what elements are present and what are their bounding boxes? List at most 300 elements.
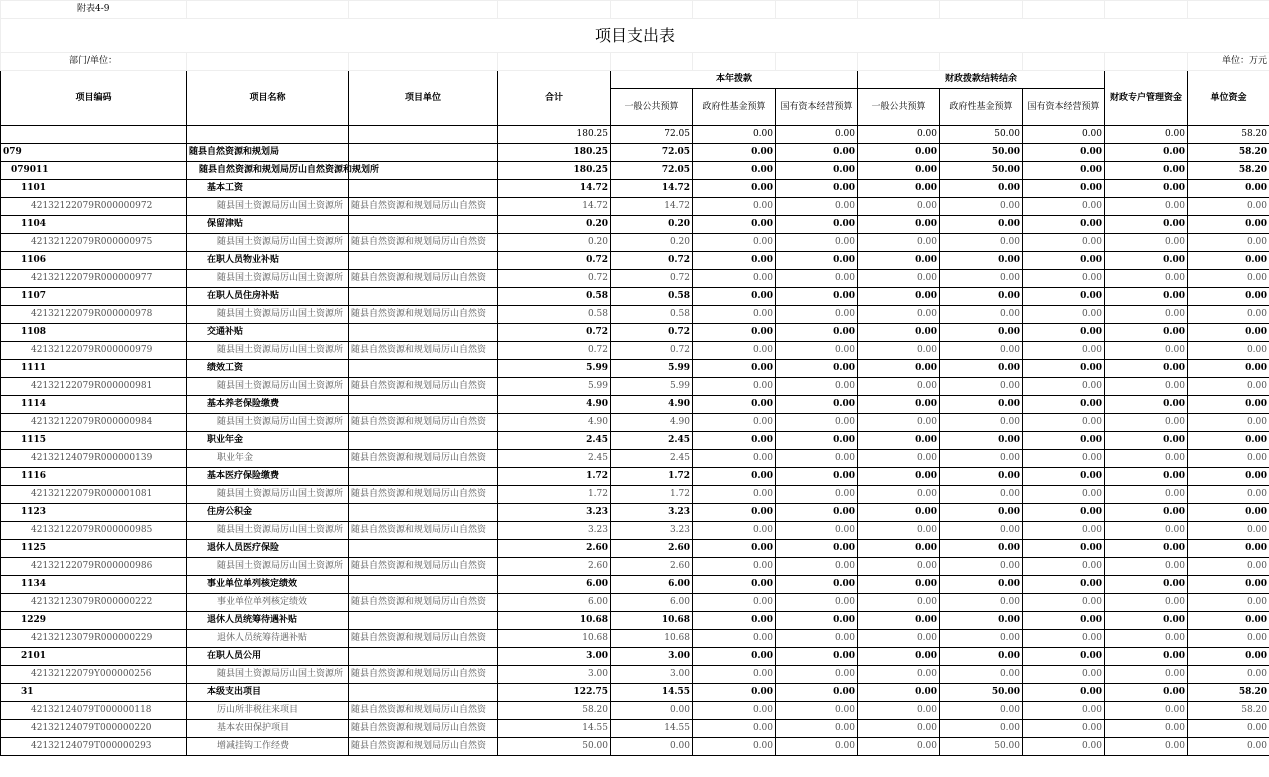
cell-amount: 0.00 xyxy=(940,576,1023,594)
cell-amount: 0.00 xyxy=(1105,270,1188,288)
cell-amount: 0.00 xyxy=(940,630,1023,648)
cell-project-code: 1114 xyxy=(1,396,187,414)
header-sub-carry-state-capital: 国有资本经营预算 xyxy=(1023,89,1105,126)
table-row xyxy=(1,738,1269,756)
cell-amount: 10.68 xyxy=(611,630,693,648)
cell-amount: 0.00 xyxy=(776,648,858,666)
cell-amount: 0.00 xyxy=(858,414,940,432)
table-row xyxy=(1,414,1269,432)
cell-amount: 0.00 xyxy=(1105,684,1188,702)
table-row xyxy=(1,684,1269,702)
cell-amount: 0.00 xyxy=(940,450,1023,468)
cell-amount: 1.72 xyxy=(611,468,693,486)
cell-amount: 0.00 xyxy=(1188,342,1269,360)
cell-amount: 0.00 xyxy=(776,522,858,540)
cell-project-unit xyxy=(349,126,498,144)
cell-amount: 0.00 xyxy=(776,234,858,252)
cell-amount: 0.00 xyxy=(776,450,858,468)
cell-amount: 0.00 xyxy=(693,234,776,252)
cell-project-code: 42132122079R000000985 xyxy=(1,522,187,540)
table-row xyxy=(1,702,1269,720)
cell-amount: 0.00 xyxy=(693,126,776,144)
cell-amount: 0.00 xyxy=(776,558,858,576)
cell-amount: 0.00 xyxy=(1188,720,1269,738)
cell-amount: 180.25 xyxy=(498,144,611,162)
cell-amount: 0.00 xyxy=(1023,180,1105,198)
header-current-year-group: 本年拨款 xyxy=(611,71,858,89)
cell-amount: 0.20 xyxy=(611,216,693,234)
cell-amount: 0.00 xyxy=(1188,558,1269,576)
cell-amount: 0.00 xyxy=(693,270,776,288)
cell-amount: 0.00 xyxy=(776,612,858,630)
cell-project-name: 随县国土资源局厉山国土资源所 xyxy=(187,198,349,216)
table-row xyxy=(1,234,1269,252)
cell-project-name: 住房公积金 xyxy=(187,504,349,522)
cell-amount: 180.25 xyxy=(498,162,611,180)
header-unit: 项目单位 xyxy=(349,71,498,126)
cell-amount: 0.00 xyxy=(776,126,858,144)
cell-amount: 2.60 xyxy=(498,540,611,558)
cell-amount: 0.00 xyxy=(693,540,776,558)
cell-project-name: 随县国土资源局厉山国土资源所 xyxy=(187,558,349,576)
cell-amount: 3.23 xyxy=(611,504,693,522)
cell-amount: 0.00 xyxy=(940,720,1023,738)
cell-project-unit: 随县自然资源和规划局厉山自然资 xyxy=(349,522,498,540)
table-row xyxy=(1,558,1269,576)
cell-amount: 0.00 xyxy=(1105,450,1188,468)
cell-amount: 122.75 xyxy=(498,684,611,702)
cell-project-code: 42132122079R000000972 xyxy=(1,198,187,216)
cell-amount: 0.00 xyxy=(1105,162,1188,180)
cell-amount: 0.00 xyxy=(940,486,1023,504)
cell-amount: 0.00 xyxy=(693,378,776,396)
cell-project-unit xyxy=(349,540,498,558)
table-row xyxy=(1,504,1269,522)
cell-amount: 0.00 xyxy=(1188,576,1269,594)
cell-amount: 4.90 xyxy=(611,414,693,432)
cell-project-unit: 随县自然资源和规划局厉山自然资 xyxy=(349,702,498,720)
cell-amount: 0.00 xyxy=(776,720,858,738)
cell-amount: 3.00 xyxy=(498,648,611,666)
cell-amount: 0.00 xyxy=(940,414,1023,432)
cell-amount: 0.00 xyxy=(1105,504,1188,522)
cell-amount: 5.99 xyxy=(498,378,611,396)
cell-amount: 0.00 xyxy=(858,396,940,414)
table-row xyxy=(1,180,1269,198)
cell-amount: 0.00 xyxy=(858,126,940,144)
cell-amount: 0.00 xyxy=(858,720,940,738)
cell-amount: 0.00 xyxy=(940,324,1023,342)
cell-amount: 6.00 xyxy=(611,594,693,612)
cell-amount: 0.00 xyxy=(858,684,940,702)
cell-amount: 0.00 xyxy=(858,378,940,396)
table-row xyxy=(1,378,1269,396)
table-row xyxy=(1,486,1269,504)
cell-amount: 0.00 xyxy=(858,288,940,306)
cell-amount: 0.00 xyxy=(940,648,1023,666)
cell-amount: 4.90 xyxy=(498,414,611,432)
cell-amount: 0.72 xyxy=(498,252,611,270)
table-row xyxy=(1,396,1269,414)
cell-amount: 0.00 xyxy=(776,270,858,288)
cell-amount: 0.00 xyxy=(776,630,858,648)
cell-amount: 0.00 xyxy=(940,234,1023,252)
cell-amount: 0.00 xyxy=(1188,288,1269,306)
cell-amount: 0.00 xyxy=(693,486,776,504)
cell-project-name: 在职人员住房补贴 xyxy=(187,288,349,306)
cell-amount: 0.00 xyxy=(776,324,858,342)
cell-amount: 0.58 xyxy=(498,306,611,324)
cell-project-name: 基本农田保护项目 xyxy=(187,720,349,738)
table-row xyxy=(1,360,1269,378)
cell-amount: 0.00 xyxy=(1105,486,1188,504)
cell-amount: 0.00 xyxy=(1105,288,1188,306)
cell-amount: 4.90 xyxy=(611,396,693,414)
cell-amount: 0.00 xyxy=(940,306,1023,324)
cell-amount: 0.00 xyxy=(940,432,1023,450)
cell-amount: 3.00 xyxy=(498,666,611,684)
cell-amount: 0.00 xyxy=(693,522,776,540)
cell-amount: 0.00 xyxy=(1188,450,1269,468)
cell-project-name: 随县国土资源局厉山国土资源所 xyxy=(187,234,349,252)
table-row xyxy=(1,342,1269,360)
cell-amount: 0.20 xyxy=(498,216,611,234)
header-sub-state-capital: 国有资本经营预算 xyxy=(776,89,858,126)
cell-project-unit xyxy=(349,504,498,522)
cell-amount: 2.60 xyxy=(498,558,611,576)
cell-project-unit: 随县自然资源和规划局厉山自然资 xyxy=(349,414,498,432)
cell-amount: 0.00 xyxy=(1105,432,1188,450)
cell-amount: 0.00 xyxy=(940,198,1023,216)
cell-amount: 0.00 xyxy=(693,144,776,162)
cell-amount: 0.00 xyxy=(1023,450,1105,468)
cell-amount: 0.00 xyxy=(1023,234,1105,252)
cell-amount: 0.00 xyxy=(1188,630,1269,648)
cell-amount: 2.45 xyxy=(498,450,611,468)
header-sub-gov-fund: 政府性基金预算 xyxy=(693,89,776,126)
cell-amount: 0.00 xyxy=(858,702,940,720)
cell-amount: 0.00 xyxy=(1105,378,1188,396)
cell-project-code: 42132122079Y000000256 xyxy=(1,666,187,684)
cell-amount: 0.00 xyxy=(858,342,940,360)
table-row xyxy=(1,288,1269,306)
cell-project-unit: 随县自然资源和规划局厉山自然资 xyxy=(349,342,498,360)
cell-amount: 0.00 xyxy=(1023,162,1105,180)
cell-project-unit xyxy=(349,216,498,234)
cell-amount: 0.00 xyxy=(858,144,940,162)
cell-amount: 0.00 xyxy=(1188,396,1269,414)
cell-amount: 0.00 xyxy=(776,738,858,756)
cell-project-name: 基本医疗保险缴费 xyxy=(187,468,349,486)
cell-amount: 0.00 xyxy=(1105,342,1188,360)
cell-amount: 0.00 xyxy=(1105,144,1188,162)
cell-amount: 0.00 xyxy=(1023,648,1105,666)
cell-amount: 0.00 xyxy=(1105,180,1188,198)
cell-amount: 0.00 xyxy=(1105,252,1188,270)
header-total: 合计 xyxy=(498,71,611,126)
cell-project-unit: 随县自然资源和规划局厉山自然资 xyxy=(349,630,498,648)
cell-amount: 0.00 xyxy=(940,612,1023,630)
cell-amount: 0.00 xyxy=(693,162,776,180)
cell-amount: 0.00 xyxy=(858,162,940,180)
cell-project-name: 随县国土资源局厉山国土资源所 xyxy=(187,270,349,288)
cell-amount: 0.00 xyxy=(1105,558,1188,576)
cell-amount: 0.00 xyxy=(940,396,1023,414)
cell-amount: 0.00 xyxy=(776,162,858,180)
cell-project-unit: 随县自然资源和规划局厉山自然资 xyxy=(349,558,498,576)
table-row xyxy=(1,612,1269,630)
cell-project-code: 1134 xyxy=(1,576,187,594)
cell-amount: 50.00 xyxy=(940,738,1023,756)
cell-project-code: 42132122079R000000981 xyxy=(1,378,187,396)
cell-amount: 0.00 xyxy=(1105,612,1188,630)
cell-amount: 0.00 xyxy=(1105,414,1188,432)
cell-amount: 0.00 xyxy=(1188,522,1269,540)
cell-project-code: 42132124079R000000139 xyxy=(1,450,187,468)
cell-amount: 0.00 xyxy=(1188,738,1269,756)
cell-project-code: 42132124079T000000118 xyxy=(1,702,187,720)
cell-amount: 0.00 xyxy=(1023,504,1105,522)
cell-amount: 0.00 xyxy=(858,522,940,540)
cell-amount: 0.00 xyxy=(940,378,1023,396)
cell-amount: 0.00 xyxy=(1023,270,1105,288)
cell-amount: 0.00 xyxy=(693,414,776,432)
cell-project-code: 42132122079R000000977 xyxy=(1,270,187,288)
cell-amount: 0.00 xyxy=(1188,324,1269,342)
cell-project-unit xyxy=(349,324,498,342)
cell-project-unit: 随县自然资源和规划局厉山自然资 xyxy=(349,720,498,738)
table-row xyxy=(1,126,1269,144)
cell-amount: 0.00 xyxy=(776,144,858,162)
cell-amount: 0.00 xyxy=(1023,378,1105,396)
cell-amount: 0.00 xyxy=(858,576,940,594)
table-row xyxy=(1,432,1269,450)
cell-project-unit xyxy=(349,288,498,306)
cell-amount: 0.00 xyxy=(776,216,858,234)
cell-amount: 58.20 xyxy=(1188,684,1269,702)
cell-amount: 50.00 xyxy=(498,738,611,756)
cell-amount: 0.00 xyxy=(693,684,776,702)
cell-amount: 0.00 xyxy=(940,270,1023,288)
cell-project-unit xyxy=(349,684,498,702)
cell-amount: 0.00 xyxy=(776,342,858,360)
cell-amount: 0.00 xyxy=(1188,252,1269,270)
cell-amount: 0.00 xyxy=(776,180,858,198)
cell-amount: 0.00 xyxy=(1023,144,1105,162)
cell-amount: 0.00 xyxy=(858,558,940,576)
cell-amount: 0.00 xyxy=(940,468,1023,486)
cell-project-unit xyxy=(349,468,498,486)
cell-project-code: 42132123079R000000229 xyxy=(1,630,187,648)
cell-amount: 0.00 xyxy=(776,414,858,432)
cell-project-name: 事业单位单列核定绩效 xyxy=(187,594,349,612)
cell-amount: 0.00 xyxy=(858,324,940,342)
cell-project-name: 随县自然资源和规划局 xyxy=(187,144,349,162)
cell-amount: 0.00 xyxy=(1105,198,1188,216)
cell-project-code xyxy=(1,126,187,144)
cell-project-code: 1106 xyxy=(1,252,187,270)
cell-project-code: 079011 xyxy=(1,162,187,180)
cell-project-code: 31 xyxy=(1,684,187,702)
cell-amount: 0.00 xyxy=(1023,360,1105,378)
cell-amount: 0.00 xyxy=(693,342,776,360)
cell-amount: 0.00 xyxy=(1188,414,1269,432)
cell-amount: 2.45 xyxy=(498,432,611,450)
cell-amount: 0.00 xyxy=(1023,612,1105,630)
cell-project-unit: 随县自然资源和规划局厉山自然资 xyxy=(349,594,498,612)
cell-amount: 0.00 xyxy=(858,468,940,486)
cell-amount: 0.00 xyxy=(1188,216,1269,234)
cell-amount: 0.00 xyxy=(940,558,1023,576)
cell-project-name: 交通补贴 xyxy=(187,324,349,342)
table-row xyxy=(1,522,1269,540)
cell-amount: 0.00 xyxy=(693,558,776,576)
cell-amount: 0.00 xyxy=(693,666,776,684)
cell-amount: 0.00 xyxy=(693,360,776,378)
cell-amount: 6.00 xyxy=(611,576,693,594)
cell-project-name: 随县国土资源局厉山国土资源所 xyxy=(187,306,349,324)
cell-project-code: 42132123079R000000222 xyxy=(1,594,187,612)
cell-amount: 0.00 xyxy=(1023,396,1105,414)
cell-project-code: 1101 xyxy=(1,180,187,198)
cell-amount: 0.00 xyxy=(776,306,858,324)
cell-amount: 0.00 xyxy=(1105,306,1188,324)
cell-amount: 0.00 xyxy=(1023,306,1105,324)
cell-amount: 0.00 xyxy=(858,738,940,756)
cell-amount: 0.00 xyxy=(693,198,776,216)
cell-project-unit xyxy=(349,648,498,666)
page-title: 项目支出表 xyxy=(1,19,1269,53)
table-row xyxy=(1,450,1269,468)
cell-amount: 14.55 xyxy=(611,684,693,702)
cell-project-code: 1116 xyxy=(1,468,187,486)
cell-amount: 14.55 xyxy=(498,720,611,738)
cell-amount: 0.00 xyxy=(858,630,940,648)
cell-amount: 50.00 xyxy=(940,684,1023,702)
cell-amount: 0.00 xyxy=(1023,630,1105,648)
cell-amount: 14.72 xyxy=(611,180,693,198)
cell-amount: 0.00 xyxy=(1105,594,1188,612)
cell-amount: 0.00 xyxy=(693,468,776,486)
cell-amount: 10.68 xyxy=(611,612,693,630)
table-row xyxy=(1,144,1269,162)
cell-amount: 0.00 xyxy=(776,198,858,216)
table-row xyxy=(1,252,1269,270)
cell-amount: 0.72 xyxy=(611,342,693,360)
cell-amount: 0.00 xyxy=(1023,522,1105,540)
cell-amount: 3.23 xyxy=(498,504,611,522)
cell-amount: 0.00 xyxy=(858,486,940,504)
header-sub-carry-gov-fund: 政府性基金预算 xyxy=(940,89,1023,126)
cell-amount: 0.00 xyxy=(1105,468,1188,486)
cell-amount: 0.00 xyxy=(693,720,776,738)
cell-amount: 0.00 xyxy=(858,198,940,216)
table-row xyxy=(1,162,1269,180)
cell-amount: 0.00 xyxy=(1188,648,1269,666)
cell-amount: 0.00 xyxy=(1188,432,1269,450)
header-sub-carry-general-budget: 一般公共预算 xyxy=(858,89,940,126)
cell-project-name: 随县国土资源局厉山国土资源所 xyxy=(187,414,349,432)
cell-amount: 0.00 xyxy=(776,432,858,450)
cell-amount: 72.05 xyxy=(611,126,693,144)
cell-amount: 0.00 xyxy=(940,360,1023,378)
cell-project-name: 增减挂钩工作经费 xyxy=(187,738,349,756)
cell-amount: 4.90 xyxy=(498,396,611,414)
cell-amount: 0.00 xyxy=(940,594,1023,612)
cell-amount: 0.00 xyxy=(858,666,940,684)
cell-amount: 0.00 xyxy=(693,630,776,648)
cell-amount: 0.00 xyxy=(611,702,693,720)
cell-amount: 72.05 xyxy=(611,144,693,162)
cell-amount: 72.05 xyxy=(611,162,693,180)
cell-amount: 0.00 xyxy=(1188,612,1269,630)
cell-project-unit: 随县自然资源和规划局厉山自然资 xyxy=(349,234,498,252)
cell-project-unit xyxy=(349,180,498,198)
cell-amount: 0.00 xyxy=(693,216,776,234)
header-code: 项目编码 xyxy=(1,71,187,126)
cell-amount: 0.00 xyxy=(940,252,1023,270)
cell-amount: 0.00 xyxy=(776,252,858,270)
cell-amount: 0.00 xyxy=(776,378,858,396)
cell-amount: 0.00 xyxy=(1188,540,1269,558)
cell-project-name: 随县国土资源局厉山国土资源所 xyxy=(187,666,349,684)
cell-project-code: 1104 xyxy=(1,216,187,234)
cell-project-name: 基本养老保险缴费 xyxy=(187,396,349,414)
cell-amount: 0.00 xyxy=(1105,702,1188,720)
cell-amount: 58.20 xyxy=(1188,144,1269,162)
cell-amount: 0.00 xyxy=(1105,540,1188,558)
cell-amount: 0.00 xyxy=(858,216,940,234)
cell-amount: 0.00 xyxy=(1023,558,1105,576)
cell-project-code: 1107 xyxy=(1,288,187,306)
cell-amount: 0.00 xyxy=(693,594,776,612)
cell-project-name xyxy=(187,126,349,144)
cell-amount: 0.00 xyxy=(940,522,1023,540)
cell-project-name: 职业年金 xyxy=(187,432,349,450)
cell-amount: 0.00 xyxy=(1023,576,1105,594)
cell-amount: 0.72 xyxy=(611,252,693,270)
cell-project-unit: 随县自然资源和规划局厉山自然资 xyxy=(349,738,498,756)
cell-amount: 0.00 xyxy=(1105,234,1188,252)
cell-amount: 58.20 xyxy=(1188,126,1269,144)
cell-amount: 0.00 xyxy=(1023,594,1105,612)
cell-amount: 0.00 xyxy=(1023,252,1105,270)
cell-amount: 0.00 xyxy=(858,612,940,630)
cell-amount: 0.00 xyxy=(693,432,776,450)
cell-amount: 0.00 xyxy=(1188,360,1269,378)
cell-amount: 0.00 xyxy=(858,450,940,468)
cell-amount: 0.00 xyxy=(776,360,858,378)
cell-project-name: 事业单位单列核定绩效 xyxy=(187,576,349,594)
cell-amount: 0.00 xyxy=(693,252,776,270)
cell-project-code: 42132124079T000000220 xyxy=(1,720,187,738)
header-sub-general-budget: 一般公共预算 xyxy=(611,89,693,126)
cell-amount: 0.00 xyxy=(776,576,858,594)
cell-amount: 0.00 xyxy=(693,396,776,414)
cell-project-name: 退休人员统筹待遇补贴 xyxy=(187,612,349,630)
cell-project-code: 1111 xyxy=(1,360,187,378)
cell-amount: 0.00 xyxy=(1105,720,1188,738)
cell-amount: 0.00 xyxy=(940,216,1023,234)
cell-project-name: 随县自然资源和规划局厉山自然资源和规划所 xyxy=(187,162,349,180)
cell-project-code: 1125 xyxy=(1,540,187,558)
cell-amount: 0.00 xyxy=(940,540,1023,558)
cell-amount: 2.60 xyxy=(611,558,693,576)
cell-amount: 0.00 xyxy=(1188,504,1269,522)
cell-project-code: 42132122079R000000979 xyxy=(1,342,187,360)
cell-amount: 0.00 xyxy=(776,504,858,522)
cell-amount: 0.00 xyxy=(1188,270,1269,288)
